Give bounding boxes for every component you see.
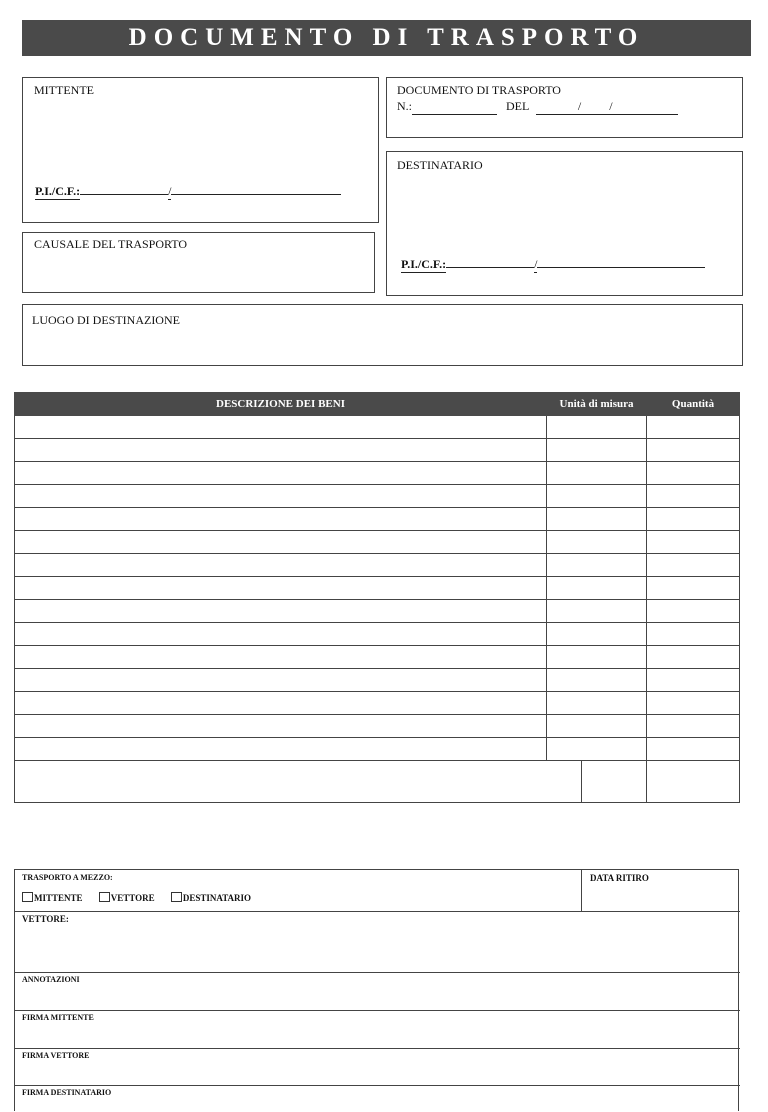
quantity-cell[interactable]: [647, 439, 740, 462]
table-row: [15, 715, 740, 738]
table-row: [15, 692, 740, 715]
description-cell[interactable]: [15, 531, 547, 554]
description-cell[interactable]: [15, 508, 547, 531]
checkbox-icon[interactable]: [171, 892, 182, 902]
annotazioni-label: ANNOTAZIONI: [22, 975, 80, 984]
description-cell[interactable]: [15, 554, 547, 577]
mezzo-options: [22, 892, 251, 903]
unit-cell[interactable]: [547, 554, 647, 577]
table-row: [15, 623, 740, 646]
quantity-cell[interactable]: [647, 577, 740, 600]
data-ritiro-label: DATA RITIRO: [590, 873, 649, 883]
quantity-cell[interactable]: [647, 531, 740, 554]
unit-cell[interactable]: [547, 462, 647, 485]
quantity-cell[interactable]: [647, 485, 740, 508]
total-left-cell[interactable]: [15, 761, 647, 803]
destinatario-picf-sep: /: [534, 257, 538, 271]
description-cell[interactable]: [15, 439, 547, 462]
unit-cell[interactable]: [547, 508, 647, 531]
documento-number-line[interactable]: N.: DEL / /: [397, 99, 678, 115]
quantity-cell[interactable]: [647, 692, 740, 715]
causale-label: CAUSALE DEL TRASPORTO: [34, 237, 188, 251]
mittente-picf-sep: /: [168, 184, 172, 198]
total-right-cell[interactable]: [647, 761, 740, 803]
firma-vettore-label: FIRMA VETTORE: [22, 1051, 90, 1060]
description-cell[interactable]: [15, 646, 547, 669]
documento-number-label: N.:: [397, 99, 412, 113]
documento-del-label: DEL: [506, 99, 529, 113]
description-cell[interactable]: [15, 462, 547, 485]
quantity-cell[interactable]: [647, 600, 740, 623]
table-row: [15, 508, 740, 531]
unit-cell[interactable]: [547, 416, 647, 439]
documento-box[interactable]: [386, 77, 743, 138]
table-total-row: [15, 761, 740, 803]
mezzo-label: TRASPORTO A MEZZO:: [22, 873, 113, 882]
quantity-cell[interactable]: [647, 623, 740, 646]
option-vettore[interactable]: VETTORE: [99, 893, 155, 903]
description-cell[interactable]: [15, 692, 547, 715]
table-row: [15, 669, 740, 692]
table-row: [15, 646, 740, 669]
unit-cell[interactable]: [547, 646, 647, 669]
unit-cell[interactable]: [547, 623, 647, 646]
vettore-cell[interactable]: [15, 912, 740, 973]
checkbox-icon[interactable]: [99, 892, 110, 902]
documento-label: DOCUMENTO DI TRASPORTO: [397, 83, 561, 97]
vettore-label: VETTORE:: [22, 914, 69, 924]
header-unita: Unità di misura: [547, 393, 647, 416]
description-cell[interactable]: [15, 715, 547, 738]
unit-cell[interactable]: [547, 669, 647, 692]
table-row: [15, 462, 740, 485]
data-ritiro-cell[interactable]: [582, 870, 740, 912]
quantity-cell[interactable]: [647, 669, 740, 692]
firma-vettore-cell[interactable]: [15, 1049, 740, 1086]
description-cell[interactable]: [15, 600, 547, 623]
transport-section: [14, 869, 739, 1111]
description-cell[interactable]: [15, 485, 547, 508]
description-cell[interactable]: [15, 669, 547, 692]
luogo-label: LUOGO DI DESTINAZIONE: [32, 313, 180, 327]
firma-mittente-label: FIRMA MITTENTE: [22, 1013, 94, 1022]
table-row: [15, 439, 740, 462]
unit-cell[interactable]: [547, 485, 647, 508]
mezzo-cell: [15, 870, 582, 912]
table-row: [15, 577, 740, 600]
unit-cell[interactable]: [547, 715, 647, 738]
header-quantita: Quantità: [647, 393, 740, 416]
luogo-box[interactable]: [22, 304, 743, 366]
table-row: [15, 531, 740, 554]
quantity-cell[interactable]: [647, 738, 740, 761]
mittente-picf[interactable]: [35, 184, 341, 200]
mittente-label: MITTENTE: [34, 83, 94, 97]
description-cell[interactable]: [15, 577, 547, 600]
unit-cell[interactable]: [547, 531, 647, 554]
unit-cell[interactable]: [547, 577, 647, 600]
annotazioni-cell[interactable]: [15, 973, 740, 1011]
checkbox-icon[interactable]: [22, 892, 33, 902]
description-cell[interactable]: [15, 623, 547, 646]
unit-cell[interactable]: [547, 692, 647, 715]
unit-cell[interactable]: [547, 439, 647, 462]
destinatario-box[interactable]: [386, 151, 743, 296]
unit-cell[interactable]: [547, 600, 647, 623]
table-row: [15, 416, 740, 439]
table-row: [15, 485, 740, 508]
destinatario-label: DESTINATARIO: [397, 158, 483, 172]
quantity-cell[interactable]: [647, 715, 740, 738]
firma-destinatario-cell[interactable]: [15, 1086, 740, 1112]
firma-destinatario-label: FIRMA DESTINATARIO: [22, 1088, 112, 1097]
quantity-cell[interactable]: [647, 554, 740, 577]
mittente-picf-label: P.I./C.F.:: [35, 184, 81, 198]
quantity-cell[interactable]: [647, 462, 740, 485]
unit-cell[interactable]: [547, 738, 647, 761]
quantity-cell[interactable]: [647, 646, 740, 669]
firma-mittente-cell[interactable]: [15, 1011, 740, 1049]
header-descrizione: DESCRIZIONE DEI BENI: [15, 393, 547, 416]
document-title: DOCUMENTO DI TRASPORTO: [22, 20, 751, 56]
description-cell[interactable]: [15, 738, 547, 761]
quantity-cell[interactable]: [647, 416, 740, 439]
goods-table: [14, 392, 740, 803]
table-row: [15, 600, 740, 623]
mittente-box[interactable]: [22, 77, 379, 223]
description-cell[interactable]: [15, 416, 547, 439]
destinatario-picf[interactable]: [401, 257, 705, 273]
table-row: [15, 554, 740, 577]
table-row: [15, 738, 740, 761]
causale-box[interactable]: [22, 232, 375, 293]
option-mittente[interactable]: MITTENTE: [22, 893, 83, 903]
option-destinatario[interactable]: DESTINATARIO: [171, 893, 251, 903]
quantity-cell[interactable]: [647, 508, 740, 531]
destinatario-picf-label: P.I./C.F.:: [401, 257, 447, 271]
